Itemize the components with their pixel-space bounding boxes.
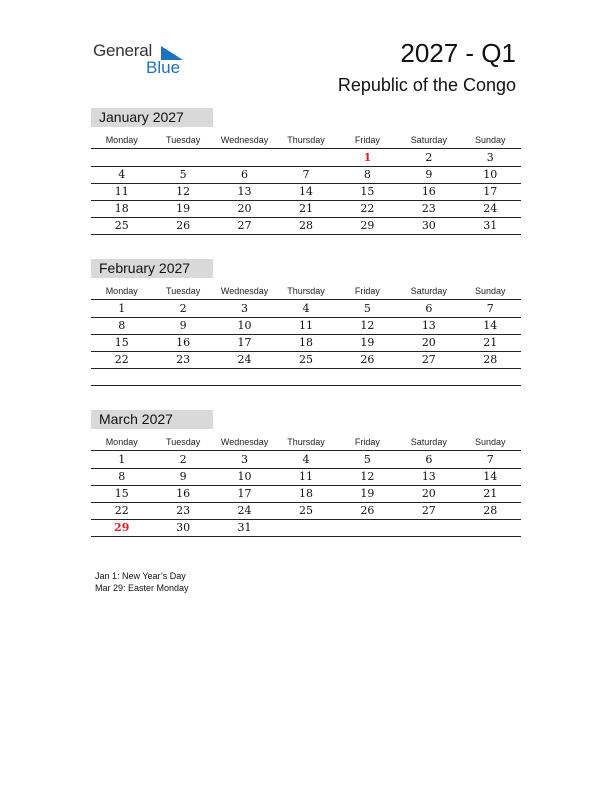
day-cell: 25: [114, 219, 129, 232]
day-cell: 18: [114, 202, 129, 215]
weekday-label: Wednesday: [220, 135, 269, 145]
day-cell: 23: [176, 504, 191, 517]
day-cell: 15: [114, 336, 129, 349]
day-cell: 19: [360, 336, 375, 349]
day-cell: 18: [298, 336, 313, 349]
day-cell: 19: [176, 202, 191, 215]
day-cell: 23: [176, 353, 191, 366]
day-cell: [152, 369, 213, 385]
day-cell: [460, 369, 521, 385]
week-row: [91, 167, 521, 184]
day-cell: 8: [363, 168, 371, 181]
day-cell: 12: [360, 470, 375, 483]
week-row: [91, 486, 521, 503]
day-cell: 9: [179, 319, 187, 332]
month-label: March 2027: [91, 410, 213, 429]
day-cell: 15: [360, 185, 375, 198]
day-cell: 23: [421, 202, 436, 215]
holiday-note: Jan 1: New Year’s Day: [95, 571, 186, 581]
day-cell: 3: [486, 151, 494, 164]
week-row: [91, 469, 521, 486]
weekday-label: Tuesday: [166, 437, 201, 447]
day-cell: [337, 369, 398, 385]
day-cell: [275, 369, 336, 385]
weekday-label: Saturday: [410, 437, 447, 447]
day-cell: 15: [114, 487, 129, 500]
day-cell: 9: [425, 168, 433, 181]
day-cell: 19: [360, 487, 375, 500]
day-cell: 22: [114, 504, 129, 517]
day-cell: 2: [425, 151, 433, 164]
week-row: [91, 503, 521, 520]
weekday-header: [91, 132, 521, 149]
day-cell: 22: [360, 202, 375, 215]
day-cell: 6: [425, 453, 433, 466]
day-cell: 4: [302, 302, 310, 315]
day-cell: [91, 369, 152, 385]
day-cell: 17: [483, 185, 498, 198]
logo-general-text: General: [93, 41, 153, 60]
holiday-day-cell: 1: [363, 151, 372, 164]
day-cell: 21: [483, 336, 498, 349]
day-cell: 2: [179, 453, 187, 466]
day-cell: 6: [241, 168, 249, 181]
week-row: [91, 184, 521, 201]
day-cell: [398, 520, 459, 536]
week-row: [91, 318, 521, 335]
day-cell: 11: [298, 470, 313, 483]
country-name: Republic of the Congo: [337, 75, 516, 95]
day-cell: 18: [298, 487, 313, 500]
weekday-label: Sunday: [474, 286, 506, 296]
weekday-label: Friday: [354, 286, 380, 296]
day-cell: 21: [298, 202, 313, 215]
day-cell: 17: [237, 487, 252, 500]
weekday-label: Thursday: [287, 286, 325, 296]
day-cell: 21: [483, 487, 498, 500]
day-cell: 31: [237, 521, 252, 534]
day-cell: 28: [298, 219, 313, 232]
day-cell: 16: [176, 336, 191, 349]
weekday-label: Tuesday: [166, 286, 201, 296]
week-row: [91, 301, 521, 318]
weekday-label: Monday: [105, 286, 138, 296]
day-cell: 29: [360, 219, 375, 232]
day-cell: 10: [483, 168, 498, 181]
day-cell: 26: [360, 504, 375, 517]
day-cell: 27: [237, 219, 252, 232]
day-cell: 1: [118, 302, 126, 315]
day-cell: 5: [363, 302, 371, 315]
day-cell: 11: [298, 319, 313, 332]
week-row: [91, 352, 521, 369]
holiday-day-cell: 29: [114, 521, 130, 534]
day-cell: 30: [176, 521, 191, 534]
day-cell: 7: [486, 453, 494, 466]
day-cell: 8: [118, 470, 126, 483]
day-cell: 6: [425, 302, 433, 315]
day-cell: 4: [118, 168, 126, 181]
day-cell: 13: [237, 185, 252, 198]
day-cell: 20: [421, 336, 436, 349]
day-cell: 14: [298, 185, 313, 198]
week-row: [91, 520, 521, 537]
day-cell: [214, 150, 275, 166]
week-row: [91, 335, 521, 352]
day-cell: [275, 150, 336, 166]
day-cell: 26: [360, 353, 375, 366]
day-cell: 12: [176, 185, 191, 198]
day-cell: 3: [241, 453, 249, 466]
day-cell: 28: [483, 353, 498, 366]
day-cell: 5: [179, 168, 187, 181]
month-label: February 2027: [91, 259, 213, 278]
weekday-label: Monday: [105, 135, 138, 145]
week-row: [91, 369, 521, 386]
weekday-label: Wednesday: [220, 437, 269, 447]
day-cell: 28: [483, 504, 498, 517]
week-row: [91, 201, 521, 218]
weekday-header: [91, 434, 521, 451]
day-cell: 26: [176, 219, 191, 232]
day-cell: 7: [486, 302, 494, 315]
day-cell: 13: [421, 319, 436, 332]
day-cell: 10: [237, 319, 252, 332]
week-row: [91, 218, 521, 235]
weekday-label: Monday: [105, 437, 138, 447]
logo-blue-text: Blue: [146, 58, 181, 77]
day-cell: 24: [237, 353, 252, 366]
week-row: [91, 452, 521, 469]
day-cell: 16: [421, 185, 436, 198]
day-cell: 31: [483, 219, 498, 232]
weekday-label: Friday: [354, 437, 380, 447]
day-cell: [91, 150, 152, 166]
day-cell: 12: [360, 319, 375, 332]
day-cell: 14: [483, 470, 498, 483]
day-cell: [337, 520, 398, 536]
weekday-label: Tuesday: [166, 135, 201, 145]
day-cell: 24: [237, 504, 252, 517]
day-cell: [460, 520, 521, 536]
weekday-label: Saturday: [410, 135, 447, 145]
day-cell: 9: [179, 470, 187, 483]
weekday-label: Sunday: [474, 135, 506, 145]
day-cell: 13: [421, 470, 436, 483]
day-cell: 7: [302, 168, 310, 181]
weekday-label: Friday: [354, 135, 380, 145]
weekday-label: Wednesday: [220, 286, 269, 296]
day-cell: 14: [483, 319, 498, 332]
week-row: [91, 150, 521, 167]
day-cell: 27: [421, 504, 436, 517]
day-cell: 25: [298, 504, 313, 517]
weekday-label: Saturday: [410, 286, 447, 296]
holiday-notes: [95, 570, 189, 594]
weekday-header: [91, 283, 521, 300]
day-cell: 20: [421, 487, 436, 500]
day-cell: 30: [421, 219, 436, 232]
day-cell: [275, 520, 336, 536]
day-cell: 11: [114, 185, 129, 198]
day-cell: [398, 369, 459, 385]
day-cell: 10: [237, 470, 252, 483]
day-cell: [152, 150, 213, 166]
weekday-label: Thursday: [287, 437, 325, 447]
day-cell: 25: [298, 353, 313, 366]
weekday-label: Thursday: [287, 135, 325, 145]
day-cell: 24: [483, 202, 498, 215]
day-cell: 17: [237, 336, 252, 349]
day-cell: 16: [176, 487, 191, 500]
day-cell: 4: [302, 453, 310, 466]
day-cell: 22: [114, 353, 129, 366]
day-cell: 3: [241, 302, 249, 315]
day-cell: 8: [118, 319, 126, 332]
weekday-label: Sunday: [474, 437, 506, 447]
day-cell: 20: [237, 202, 252, 215]
day-cell: 1: [118, 453, 126, 466]
holiday-note: Mar 29: Easter Monday: [95, 583, 189, 593]
page-title: 2027 - Q1: [400, 38, 516, 68]
logo: [93, 41, 193, 81]
month-label: January 2027: [91, 108, 213, 127]
day-cell: [214, 369, 275, 385]
day-cell: 2: [179, 302, 187, 315]
day-cell: 27: [421, 353, 436, 366]
day-cell: 5: [363, 453, 371, 466]
